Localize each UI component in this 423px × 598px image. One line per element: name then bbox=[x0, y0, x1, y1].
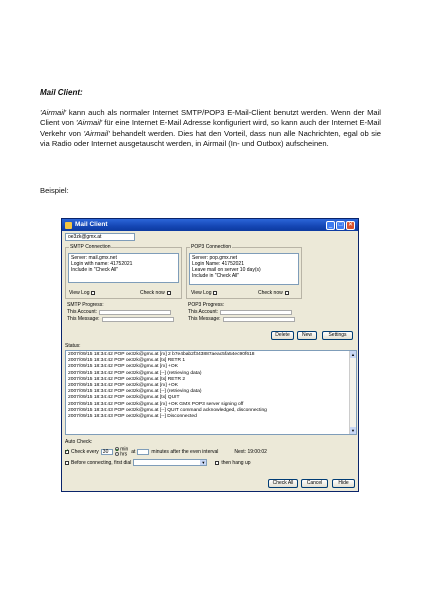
log-scrollbar[interactable] bbox=[349, 351, 356, 434]
log-line: 2007/09/15 18:34:42 POP oe3zk@gmx.at [--] (retrieving data) bbox=[68, 389, 202, 395]
example-label: Beispiel: bbox=[40, 186, 69, 195]
pop3-this-account: This Account: bbox=[188, 309, 292, 315]
section-heading: Mail Client: bbox=[40, 88, 83, 97]
at-label: at bbox=[131, 449, 136, 456]
check-every-label: Check every bbox=[71, 449, 99, 456]
dial-select[interactable] bbox=[133, 459, 207, 466]
auto-check-label: Auto Check: bbox=[65, 439, 93, 445]
hide-button[interactable]: Hide bbox=[332, 479, 355, 488]
smtp-check-now[interactable]: Check now bbox=[140, 290, 171, 296]
settings-button[interactable]: Settings bbox=[322, 331, 353, 340]
offset-field[interactable] bbox=[137, 449, 149, 455]
smtp-include-line: Include in "Check All" bbox=[71, 267, 119, 273]
pop3-progress-label: POP3 Progress: bbox=[188, 302, 225, 308]
log-line: 2007/09/15 18:34:42 POP oe3zk@gmx.at [rx] +OK GMX POP3 server signing off bbox=[68, 401, 244, 407]
hang-up-checkbox[interactable] bbox=[215, 461, 219, 465]
min-label: min bbox=[120, 446, 129, 453]
pop3-check-now-checkbox[interactable] bbox=[285, 291, 289, 295]
log-line: 2007/09/15 18:34:42 POP oe3zk@gmx.at [--] (retrieving data) bbox=[68, 370, 202, 376]
pop3-account-progress-bar bbox=[220, 310, 292, 315]
before-connecting-label: Before connecting, first dial bbox=[71, 459, 132, 466]
delete-button[interactable]: Delete bbox=[271, 331, 294, 340]
auto-check-row bbox=[65, 447, 267, 458]
pop3-view-log-checkbox[interactable] bbox=[213, 291, 217, 295]
account-field[interactable]: oe3zk@gmx.at bbox=[65, 233, 135, 241]
check-all-button[interactable]: Check All bbox=[268, 479, 298, 488]
pop3-info-box bbox=[189, 253, 299, 285]
app-icon bbox=[65, 222, 72, 229]
pop3-view-log[interactable]: View Log bbox=[191, 290, 217, 296]
log-line: 2007/09/15 18:34:42 POP oe3zk@gmx.at [rx] +OK bbox=[68, 364, 178, 370]
interval-stepper[interactable]: 30 bbox=[101, 449, 113, 455]
dial-row bbox=[65, 459, 251, 466]
pop3-connection-group bbox=[186, 244, 302, 299]
close-icon[interactable]: ✕ bbox=[347, 221, 354, 228]
title-bar[interactable] bbox=[62, 219, 358, 231]
log-line: 2007/09/15 18:34:43 POP oe3zk@gmx.at [--] Disconnected bbox=[68, 414, 197, 420]
status-label: Status: bbox=[65, 343, 81, 349]
pop3-server-line: Server: pop.gmx.net bbox=[192, 255, 238, 261]
before-connecting-checkbox[interactable] bbox=[65, 461, 69, 465]
check-every-checkbox[interactable] bbox=[65, 450, 69, 454]
mail-client-window bbox=[61, 218, 359, 492]
smtp-message-progress-bar bbox=[102, 317, 174, 322]
next-check-label: Next: 19:00:02 bbox=[234, 449, 267, 456]
smtp-view-log[interactable]: View Log bbox=[69, 290, 95, 296]
smtp-progress-label: SMTP Progress: bbox=[67, 302, 104, 308]
smtp-view-log-checkbox[interactable] bbox=[91, 291, 95, 295]
log-line: 2007/09/15 18:34:43 POP oe3zk@gmx.at [--] QUIT command acknowledged, disconnecting bbox=[68, 407, 267, 413]
log-line: 2007/09/15 18:34:42 POP oe3zk@gmx.at [tx] RETR 1 bbox=[68, 358, 186, 364]
smtp-this-message: This Message: bbox=[67, 316, 174, 322]
smtp-info-box bbox=[68, 253, 179, 283]
smtp-check-now-checkbox[interactable] bbox=[167, 291, 171, 295]
hang-up-label: then hang up bbox=[221, 459, 251, 466]
log-line: 2007/09/15 18:34:42 POP oe3zk@gmx.at [tx] RETR 2 bbox=[68, 376, 186, 382]
scroll-up-icon[interactable]: ▲ bbox=[351, 352, 355, 357]
minimize-icon[interactable]: _ bbox=[326, 221, 335, 230]
min-radio[interactable] bbox=[115, 447, 119, 451]
smtp-account-progress-bar bbox=[99, 310, 171, 315]
minutes-after-label: minutes after the even interval bbox=[151, 449, 219, 456]
window-title: Mail Client bbox=[75, 221, 108, 228]
smtp-server-line: Server: mail.gmx.net bbox=[71, 255, 117, 261]
status-log[interactable] bbox=[65, 350, 357, 435]
log-line: 2007/09/15 18:34:42 POP oe3zk@gmx.at [rx] +OK bbox=[68, 383, 178, 389]
pop3-include-line: Include in "Check All" bbox=[192, 273, 240, 279]
pop3-this-message: This Message: bbox=[188, 316, 295, 322]
new-button[interactable]: New bbox=[297, 331, 317, 340]
pop3-connection-label: POP3 Connection bbox=[191, 244, 232, 250]
smtp-login-line: Login with name: 41752021 bbox=[71, 261, 133, 267]
pop3-message-progress-bar bbox=[223, 317, 295, 322]
pop3-login-line: Login Name: 41752021 bbox=[192, 261, 244, 267]
pop3-check-now[interactable]: Check now bbox=[258, 290, 289, 296]
hrs-label: hrs bbox=[120, 451, 128, 458]
hrs-radio[interactable] bbox=[115, 452, 119, 456]
maximize-icon[interactable]: □ bbox=[336, 221, 345, 230]
cancel-button[interactable]: Cancel bbox=[301, 479, 328, 488]
pop3-leave-line: Leave mail on server 10 day(s) bbox=[192, 267, 261, 273]
scroll-down-icon[interactable]: ▼ bbox=[351, 428, 355, 433]
smtp-connection-group bbox=[65, 244, 182, 299]
log-line: 2007/09/15 18:34:42 POP oe3zk@gmx.at [rx] 2 b7e4bab2f343887aeac5fa54ec90f618 bbox=[68, 352, 255, 357]
smtp-connection-label: SMTP Connection bbox=[70, 244, 111, 250]
interval-unit-group bbox=[115, 447, 128, 458]
log-line: 2007/09/15 18:34:42 POP oe3zk@gmx.at [tx] QUIT bbox=[68, 395, 180, 401]
chevron-down-icon[interactable]: ▼ bbox=[201, 460, 206, 465]
smtp-this-account: This Account: bbox=[67, 309, 171, 315]
intro-paragraph: 'Airmail' kann auch als normaler Internet SMTP/POP3 E-Mail-Client benutzt werden. Wenn der Mail Client von 'Airmail' für eine Internet E-Mail Adresse konfiguriert wird, so kann auch der Internet E-Mail Verkehr von 'Airmail' behandelt werden. Dies hat den Vorteil, dass nun alle Nachrichten, egal ob sie via Radio oder Internet ausgetauscht werden, in Airmail (In- und Outbox) aufscheinen. bbox=[40, 108, 381, 149]
